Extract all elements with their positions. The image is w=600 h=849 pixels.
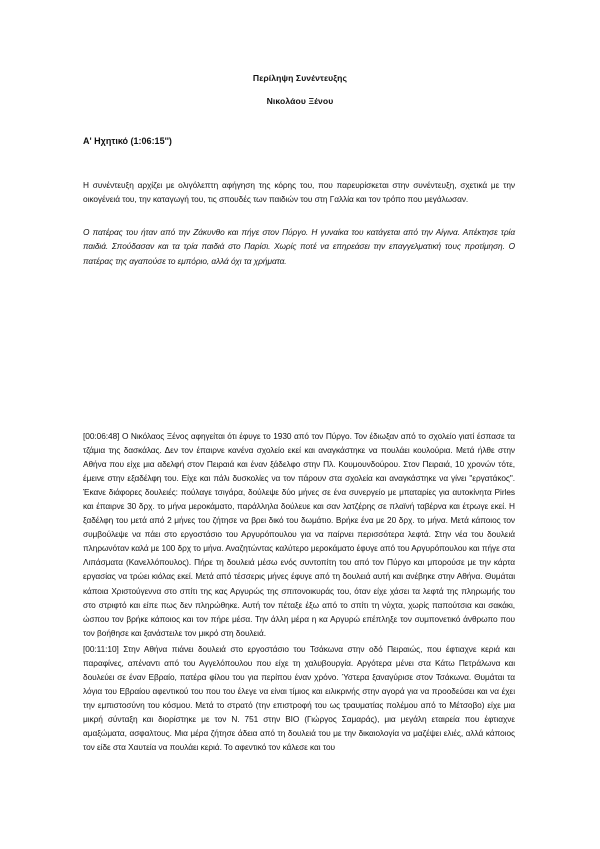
transcript-text: Ο Νικόλαος Ξένος αφηγείται ότι έφυγε το 1930 από τον Πύργο. Τον έδιωξαν από το σχολείο γιατί έσπασε τα τζάμια της δασκάλας. Δεν τον έπαιρνε κανένα σχολείο εκεί και αναγκάστηκε να πουλάει κουλούρια. Μετά ήλθε στην Αθήνα που είχε μια αδελφή στον Πειραιά και έναν ξάδελφο στην Πλ. Κουμουνδούρου. Στον Πειραιά, 10 χρονών τότε, έμεινε στην εξαδέλφη του. Είχε και πάλι δυσκολίες να τον πάρουν στα σχολεία και αναγκάστηκε να γίνει "εργατάκος". Έκανε διάφορες δουλειές: πούλαγε τσιγάρα, δούλεψε δύο μήνες σε ένα συνεργείο με μπαταρίες για αυτοκίνητα Pirles και έπαιρνε 30 δρχ. το μήνα μεροκάματο, παράλληλα δούλευε και σαν λατζέρης σε πλαϊνή ταβέρνα και έτρωγε εκεί. Η ξαδέλφη του μετά από 2 μήνες του ζήτησε να βρει δικό του δωμάτιο. Βρήκε ένα με 20 δρχ. το μήνα. Μετά κάποιος τον συμβούλεψε να πάει στο εργοστάσιο του Αργυρόπουλου για να παίρνει περισσότερα λεφτά. Στην νέα του δουλειά πληρωνόταν καλά με 100 δρχ το μήνα. Αναζητώντας καλύτερο μεροκάματο έφυγε από του Αργυρόπουλου και πήγε στα Λιπάσματα (Κανελλόπουλος). Πήρε τη δουλειά μέσω ενός συντοπίτη του από τον Πύργο και μπορούσε με την κάρτα εργασίας να τρώει κιόλας εκεί. Μετά από τέσσερις μήνες έφυγε από τη δουλειά αυτή και ανέβηκε στην Αθήνα. Θυμάται κάποια Χριστούγεννα στο σπίτι της κας Αργυρώς της σπιτονοικυράς του, όταν είχε χάσει τα λεφτά της πληρωμής του στο στριφτό και είπε πως δεν πληρώθηκε. Αυτή τον πέταξε έξω από το σπίτι τη νύχτα, χωρίς παπούτσια και σακάκι, ώσπου τον βρήκε κάποιος και τον πήρε μέσα. Την άλλη μέρα η κα Αργυρώ επέπληξε τον συμπονετικό άνθρωπο που τον βοήθησε και ξανάστειλε τον μικρό στη δουλειά. (83, 431, 515, 638)
transcript-block (83, 642, 515, 754)
intro-paragraph: Η συνέντευξη αρχίζει με ολιγόλεπτη αφήγηση της κόρης του, που παρευρίσκεται στην συνέντευξη, σχετικά με την οικογένειά του, την καταγωγή του, τις σπουδές των παιδιών του στη Γαλλία και τον τρόπο που μεγάλωσαν. (83, 180, 515, 205)
timestamp: [00:11:10] (83, 644, 119, 654)
timestamp: [00:06:48] (83, 431, 120, 441)
section-heading: Α' Ηχητικό (1:06:15'') (83, 136, 172, 146)
transcript-block (83, 429, 515, 640)
italic-paragraph: Ο πατέρας του ήταν από την Ζάκυνθο και πήγε στον Πύργο. Η γυναίκα του κατάγεται από την Αίγινα. Απέκτησε τρία παιδιά. Σπούδασαν και τα τρία παιδιά στο Παρίσι. Χωρίς ποτέ να επηρεάσει την επαγγελματική τους προτίμηση. Ο πατέρας της αγαπούσε το εμπόριο, αλλά όχι τα χρήματα. (83, 227, 515, 266)
transcript-text: Στην Αθήνα πιάνει δουλειά στο εργοστάσιο του Τσάκωνα στην οδό Πειραιώς, που έφτιαχνε κεριά και παραφίνες, απέναντι από του Αγγελόπουλου που είχε τη χαλυβουργία. Αργότερα μένει στα Κάτω Πετράλωνα και δουλεύει σε έναν Εβραίο, πατέρα φίλου του για περίπου έναν χρόνο. Ύστερα ξαναγύρισε στον Τσάκωνα. Θυμάται τα λόγια του Εβραίου αφεντικού του που του έλεγε να είναι τίμιος και ειλικρινής στην αγορά για να προοδεύσει και να έχει την εμπιστοσύνη του κόσμου. Μετά το στρατό (την επιστροφή του ως τραυματίας πολέμου από το Μέτσοβο) είχε μια μικρή σύνταξη και διορίστηκε με τον Ν. 751 στην ΒΙΟ (Γιώργος Σαμαράς), μια μεγάλη εταιρεία που έφτιαχνε αμαξώματα, ασφαλτους. Μια μέρα ζήτησε άδεια από τη δουλειά του με την δικαιολογία να μαζέψει ελιές, αλλά κάποιος τον είδε στα Χαυτεία να πουλάει κεριά. Το αφεντικό τον κάλεσε και του (83, 644, 515, 753)
document-title: Περίληψη Συνέντευξης (252, 73, 348, 83)
document-subtitle: Νικολάου Ξένου (266, 96, 334, 106)
